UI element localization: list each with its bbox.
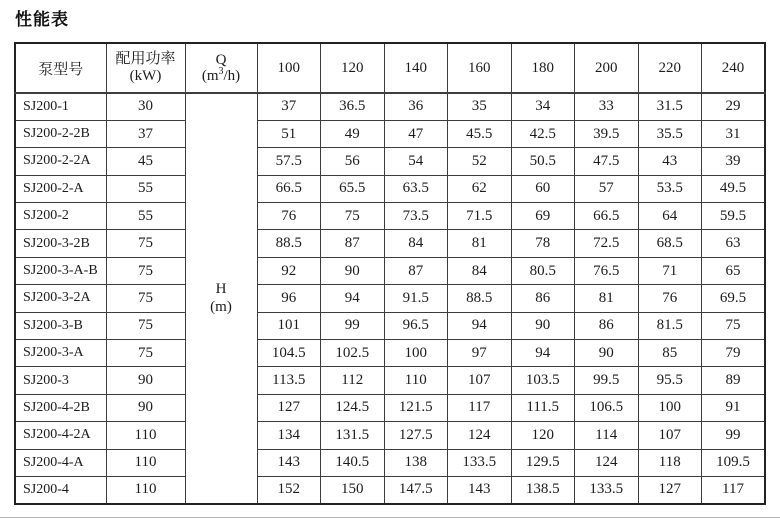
head-value-cell: 124.5 [321, 394, 385, 421]
head-value-cell: 109.5 [702, 449, 766, 476]
flow-value-header: 160 [448, 43, 512, 93]
head-value-cell: 91.5 [384, 285, 448, 312]
head-value-cell: 152 [257, 476, 321, 503]
head-value-cell: 51 [257, 120, 321, 147]
head-value-cell: 140.5 [321, 449, 385, 476]
head-value-cell: 34 [511, 93, 575, 120]
head-value-cell: 90 [511, 312, 575, 339]
head-value-cell: 63.5 [384, 175, 448, 202]
flow-unit-prefix: (m [201, 68, 219, 84]
head-value-cell: 111.5 [511, 394, 575, 421]
power-value-cell: 55 [106, 175, 185, 202]
head-value-cell: 29 [702, 93, 766, 120]
table-header [15, 43, 765, 93]
head-value-cell: 86 [575, 312, 639, 339]
flow-header-symbol: Q [215, 52, 227, 68]
power-value-cell: 75 [106, 230, 185, 257]
head-value-cell: 106.5 [575, 394, 639, 421]
performance-table-body [15, 93, 765, 504]
head-value-cell: 43 [638, 148, 702, 175]
flow-value-header: 220 [638, 43, 702, 93]
head-value-cell: 53.5 [638, 175, 702, 202]
pump-model-cell: SJ200-3 [15, 367, 106, 394]
head-value-cell: 71.5 [448, 203, 512, 230]
head-value-cell: 60 [511, 175, 575, 202]
head-value-cell: 33 [575, 93, 639, 120]
table-row [15, 340, 765, 367]
head-value-cell: 78 [511, 230, 575, 257]
table-row [15, 476, 765, 503]
head-value-cell: 76 [638, 285, 702, 312]
head-value-cell: 90 [321, 257, 385, 284]
power-value-cell: 75 [106, 285, 185, 312]
head-value-cell: 114 [575, 422, 639, 449]
table-row [15, 120, 765, 147]
head-value-cell: 150 [321, 476, 385, 503]
head-value-cell: 138.5 [511, 476, 575, 503]
flow-value-header: 200 [575, 43, 639, 93]
head-value-cell: 104.5 [257, 340, 321, 367]
flow-value-header: 240 [702, 43, 766, 93]
head-value-cell: 99.5 [575, 367, 639, 394]
table-row [15, 230, 765, 257]
head-value-cell: 113.5 [257, 367, 321, 394]
power-value-cell: 45 [106, 148, 185, 175]
head-value-cell: 73.5 [384, 203, 448, 230]
head-value-cell: 75 [321, 203, 385, 230]
head-value-cell: 85 [638, 340, 702, 367]
head-value-cell: 79 [702, 340, 766, 367]
head-value-cell: 120 [511, 422, 575, 449]
table-row [15, 422, 765, 449]
head-value-cell: 47.5 [575, 148, 639, 175]
head-symbol: H [215, 281, 227, 298]
head-value-cell: 84 [384, 230, 448, 257]
table-row [15, 93, 765, 120]
head-unit-cell [185, 93, 257, 504]
head-value-cell: 121.5 [384, 394, 448, 421]
head-value-cell: 54 [384, 148, 448, 175]
head-value-cell: 66.5 [575, 203, 639, 230]
head-value-cell: 91 [702, 394, 766, 421]
head-value-cell: 129.5 [511, 449, 575, 476]
flow-header-unit [186, 68, 257, 84]
head-value-cell: 88.5 [257, 230, 321, 257]
head-value-cell: 100 [384, 340, 448, 367]
head-value-cell: 72.5 [575, 230, 639, 257]
flow-value-header: 100 [257, 43, 321, 93]
head-value-cell: 81.5 [638, 312, 702, 339]
head-value-cell: 62 [448, 175, 512, 202]
head-value-cell: 133.5 [575, 476, 639, 503]
table-row [15, 312, 765, 339]
head-value-cell: 84 [448, 257, 512, 284]
head-value-cell: 95.5 [638, 367, 702, 394]
power-value-cell: 55 [106, 203, 185, 230]
head-value-cell: 100 [638, 394, 702, 421]
head-value-cell: 107 [448, 367, 512, 394]
pump-model-cell: SJ200-3-A-B [15, 257, 106, 284]
head-value-cell: 124 [448, 422, 512, 449]
power-value-cell: 75 [106, 257, 185, 284]
head-value-cell: 127.5 [384, 422, 448, 449]
head-value-cell: 134 [257, 422, 321, 449]
head-value-cell: 103.5 [511, 367, 575, 394]
head-value-cell: 110 [384, 367, 448, 394]
head-value-cell: 89 [702, 367, 766, 394]
head-value-cell: 92 [257, 257, 321, 284]
head-value-cell: 31.5 [638, 93, 702, 120]
head-value-cell: 131.5 [321, 422, 385, 449]
head-value-cell: 96 [257, 285, 321, 312]
pump-model-cell: SJ200-1 [15, 93, 106, 120]
pump-model-cell: SJ200-2 [15, 203, 106, 230]
head-value-cell: 69 [511, 203, 575, 230]
pump-model-cell: SJ200-3-2A [15, 285, 106, 312]
head-value-cell: 66.5 [257, 175, 321, 202]
table-row [15, 285, 765, 312]
head-value-cell: 143 [448, 476, 512, 503]
power-value-cell: 37 [106, 120, 185, 147]
head-value-cell: 143 [257, 449, 321, 476]
head-value-cell: 80.5 [511, 257, 575, 284]
power-value-cell: 75 [106, 312, 185, 339]
head-value-cell: 81 [448, 230, 512, 257]
head-value-cell: 118 [638, 449, 702, 476]
power-column-header [106, 43, 185, 93]
head-value-cell: 39.5 [575, 120, 639, 147]
head-value-cell: 94 [321, 285, 385, 312]
head-value-cell: 81 [575, 285, 639, 312]
head-value-cell: 88.5 [448, 285, 512, 312]
power-value-cell: 75 [106, 340, 185, 367]
table-row [15, 394, 765, 421]
head-value-cell: 86 [511, 285, 575, 312]
head-value-cell: 96.5 [384, 312, 448, 339]
head-value-cell: 68.5 [638, 230, 702, 257]
head-value-cell: 87 [384, 257, 448, 284]
table-row [15, 148, 765, 175]
head-value-cell: 36 [384, 93, 448, 120]
head-value-cell: 64 [638, 203, 702, 230]
head-value-cell: 94 [511, 340, 575, 367]
power-value-cell: 90 [106, 394, 185, 421]
flow-value-header: 180 [511, 43, 575, 93]
head-value-cell: 117 [702, 476, 766, 503]
flow-value-header: 140 [384, 43, 448, 93]
head-value-cell: 97 [448, 340, 512, 367]
head-value-cell: 76 [257, 203, 321, 230]
head-value-cell: 127 [257, 394, 321, 421]
pump-model-cell: SJ200-4-2B [15, 394, 106, 421]
table-row [15, 203, 765, 230]
head-value-cell: 102.5 [321, 340, 385, 367]
flow-unit-suffix: /h) [223, 68, 241, 84]
pump-model-cell: SJ200-3-2B [15, 230, 106, 257]
head-value-cell: 124 [575, 449, 639, 476]
head-value-cell: 76.5 [575, 257, 639, 284]
head-value-cell: 49 [321, 120, 385, 147]
head-value-cell: 71 [638, 257, 702, 284]
head-unit: (m) [210, 299, 232, 316]
pump-model-cell: SJ200-2-2B [15, 120, 106, 147]
pump-model-cell: SJ200-4 [15, 476, 106, 503]
head-value-cell: 37 [257, 93, 321, 120]
pump-model-cell: SJ200-3-A [15, 340, 106, 367]
power-value-cell: 110 [106, 449, 185, 476]
flow-value-header: 120 [321, 43, 385, 93]
power-value-cell: 30 [106, 93, 185, 120]
head-value-cell: 50.5 [511, 148, 575, 175]
head-value-cell: 90 [575, 340, 639, 367]
head-value-cell: 56 [321, 148, 385, 175]
head-value-cell: 65.5 [321, 175, 385, 202]
head-value-cell: 138 [384, 449, 448, 476]
pump-model-cell: SJ200-3-B [15, 312, 106, 339]
head-value-cell: 117 [448, 394, 512, 421]
head-value-cell: 107 [638, 422, 702, 449]
head-value-cell: 57 [575, 175, 639, 202]
pump-model-cell: SJ200-2-A [15, 175, 106, 202]
head-value-cell: 63 [702, 230, 766, 257]
header-row [15, 43, 765, 93]
head-value-cell: 94 [448, 312, 512, 339]
performance-table [14, 42, 766, 505]
head-value-cell: 65 [702, 257, 766, 284]
head-value-cell: 101 [257, 312, 321, 339]
head-value-cell: 49.5 [702, 175, 766, 202]
page-divider-line [0, 517, 780, 518]
head-value-cell: 99 [702, 422, 766, 449]
power-value-cell: 90 [106, 367, 185, 394]
pump-model-cell: SJ200-4-2A [15, 422, 106, 449]
table-row [15, 175, 765, 202]
head-value-cell: 59.5 [702, 203, 766, 230]
head-value-cell: 87 [321, 230, 385, 257]
table-row [15, 449, 765, 476]
power-header-unit: (kW) [129, 68, 162, 84]
power-value-cell: 110 [106, 476, 185, 503]
flow-unit-superscript: 3 [218, 66, 224, 77]
head-value-cell: 57.5 [257, 148, 321, 175]
power-value-cell: 110 [106, 422, 185, 449]
pump-model-cell: SJ200-2-2A [15, 148, 106, 175]
pump-model-cell: SJ200-4-A [15, 449, 106, 476]
head-value-cell: 31 [702, 120, 766, 147]
head-value-cell: 127 [638, 476, 702, 503]
power-header-name: 配用功率 [115, 51, 176, 67]
head-value-cell: 45.5 [448, 120, 512, 147]
page-title: 性能表 [15, 10, 69, 29]
head-value-cell: 42.5 [511, 120, 575, 147]
table-row [15, 257, 765, 284]
head-value-cell: 47 [384, 120, 448, 147]
head-value-cell: 99 [321, 312, 385, 339]
head-value-cell: 69.5 [702, 285, 766, 312]
head-value-cell: 133.5 [448, 449, 512, 476]
model-column-header: 泵型号 [15, 43, 106, 93]
flow-column-header [185, 43, 257, 93]
head-value-cell: 147.5 [384, 476, 448, 503]
head-value-cell: 39 [702, 148, 766, 175]
table-row [15, 367, 765, 394]
head-value-cell: 36.5 [321, 93, 385, 120]
head-value-cell: 35.5 [638, 120, 702, 147]
head-value-cell: 35 [448, 93, 512, 120]
head-value-cell: 75 [702, 312, 766, 339]
head-value-cell: 52 [448, 148, 512, 175]
head-value-cell: 112 [321, 367, 385, 394]
